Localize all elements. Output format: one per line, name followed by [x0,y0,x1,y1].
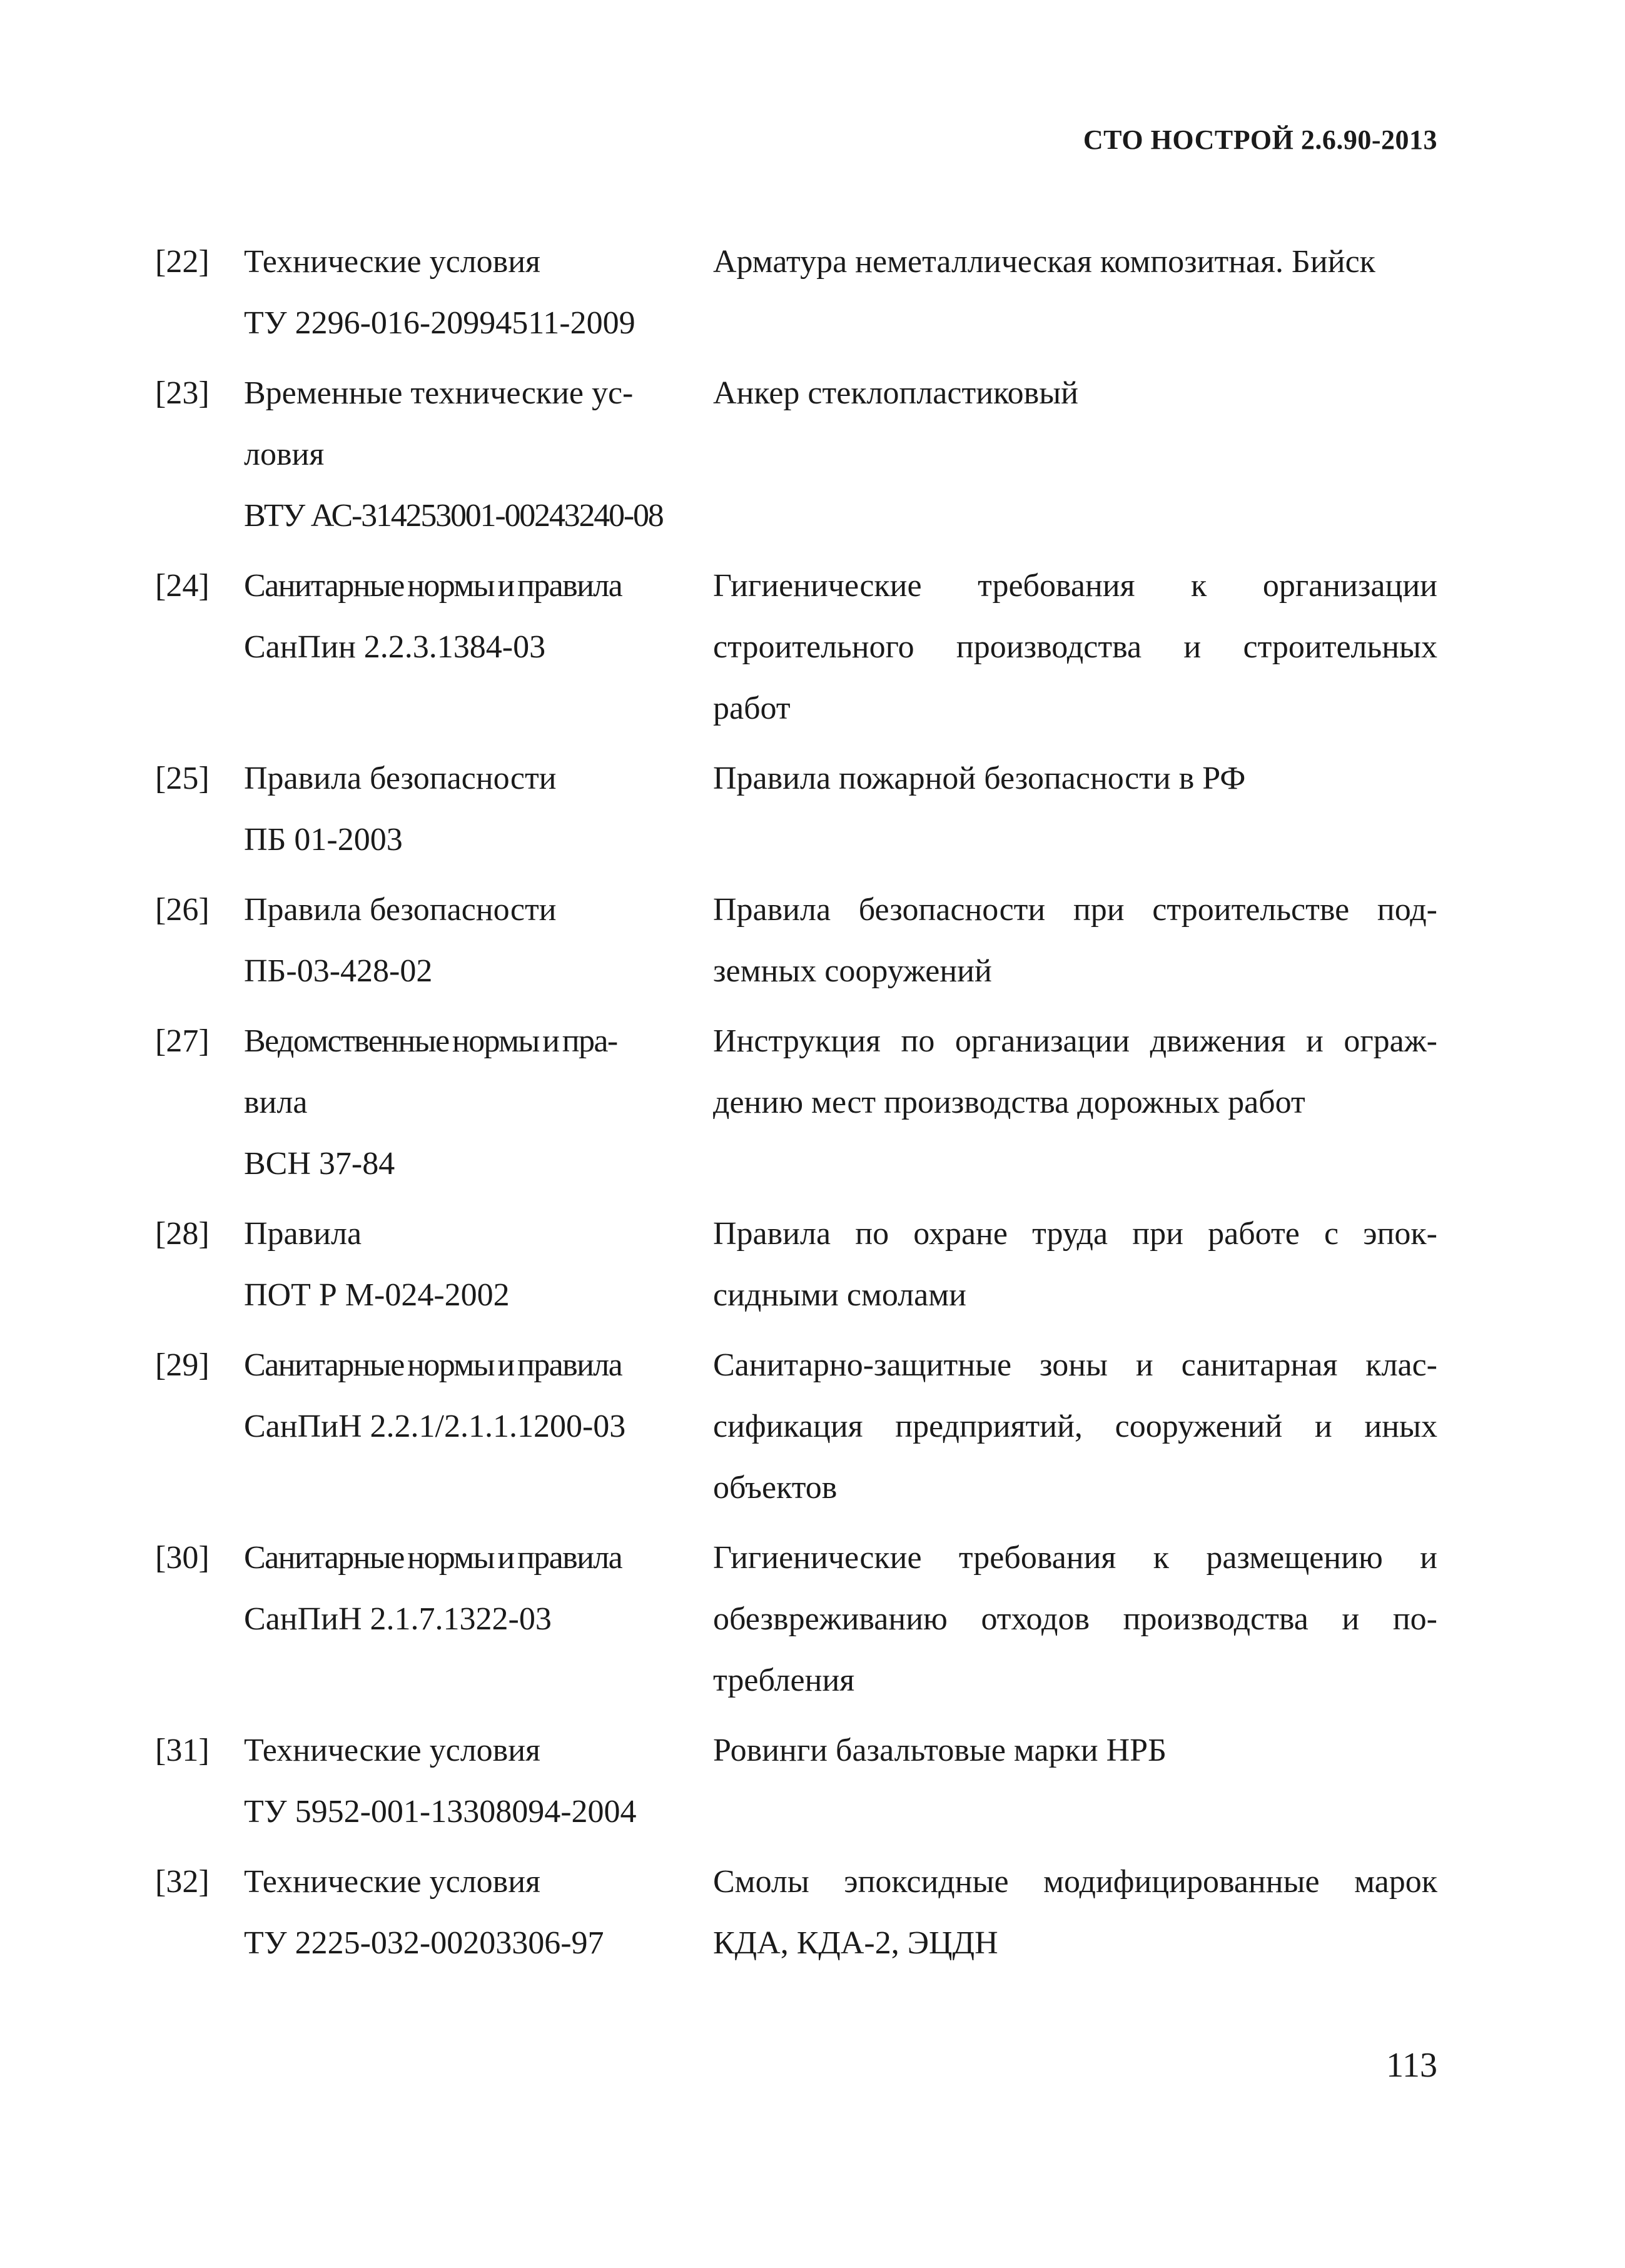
reference-document-line: Ведомственные нормы и пра- [244,1023,617,1059]
reference-number: [28] [155,1216,210,1252]
reference-document-line: СанПиН 2.1.7.1322-03 [244,1601,552,1637]
reference-item [155,1203,1437,1326]
reference-number: [27] [155,1023,210,1059]
reference-document-line: Правила безопасности [244,892,557,928]
reference-document [243,1851,706,1974]
reference-document-line: Временные технические ус- [244,375,634,411]
reference-title-line: объектов [713,1470,838,1506]
reference-item [155,879,1437,1002]
reference-title-line: Правила по охране труда при работе с эпок- [713,1216,1437,1252]
reference-title-line: Санитарно-защитные зоны и санитарная клас- [713,1347,1437,1383]
reference-title-line: Правила пожарной безопасности в РФ [713,761,1246,796]
reference-document-line: Санитарные нормы и правила [244,568,622,604]
reference-number: [31] [155,1733,210,1768]
reference-number: [24] [155,568,210,604]
reference-document-line: ПБ-03-428-02 [244,953,433,989]
reference-number: [22] [155,244,210,280]
reference-number: [26] [155,892,210,928]
reference-document-line: Правила [244,1216,362,1252]
reference-document-line: вила [244,1085,308,1120]
reference-document-line: Технические условия [244,244,540,280]
reference-title [706,555,1437,739]
reference-number: [23] [155,375,210,411]
reference-title-line: сидными смолами [713,1277,966,1313]
reference-title-line: КДА, КДА-2, ЭЦДН [713,1925,998,1961]
reference-document [243,1203,706,1326]
reference-item [155,231,1437,354]
reference-document-line: ТУ 2296-016-20994511-2009 [244,305,635,341]
reference-title-line: строительного производства и строительных [713,629,1437,665]
reference-item [155,1851,1437,1974]
reference-number: [30] [155,1540,210,1576]
reference-document [243,555,706,739]
reference-number: [29] [155,1347,210,1383]
reference-list [155,231,1437,1983]
reference-number: [25] [155,761,210,796]
reference-title [706,1851,1437,1974]
reference-title-line: Правила безопасности при строительстве под- [713,892,1437,928]
reference-title-line: требления [713,1663,855,1698]
reference-document-line: ловия [244,437,325,472]
reference-document [243,231,706,354]
page-header: СТО НОСТРОЙ 2.6.90-2013 [1083,124,1437,155]
reference-document-line: ВТУ АС-314253001-00243240-08 [244,498,663,534]
reference-document-line: Правила безопасности [244,761,557,796]
reference-document-line: СанПиН 2.2.1/2.1.1.1200-03 [244,1409,626,1444]
reference-document-line: ПОТ Р М-024-2002 [244,1277,510,1313]
reference-document [243,1720,706,1843]
reference-document [243,1011,706,1195]
page-number: 113 [1386,2046,1437,2085]
reference-title [706,748,1437,871]
reference-item [155,555,1437,739]
reference-title [706,879,1437,1002]
reference-title-line: Ровинги базальтовые марки НРБ [713,1733,1167,1768]
reference-document-line: Технические условия [244,1864,540,1900]
reference-title [706,1335,1437,1519]
reference-document-line: Технические условия [244,1733,540,1768]
reference-document-line: ТУ 5952-001-13308094-2004 [244,1794,637,1830]
reference-title [706,1720,1437,1843]
reference-title [706,231,1437,354]
reference-title-line: обезвреживанию отходов производства и по- [713,1601,1437,1637]
reference-document [243,363,706,547]
reference-title-line: Гигиенические требования к организации [713,568,1437,604]
reference-title [706,363,1437,547]
reference-item [155,1527,1437,1711]
reference-item [155,1720,1437,1843]
reference-item [155,748,1437,871]
reference-title-line: работ [713,691,791,726]
reference-document-line: Санитарные нормы и правила [244,1540,622,1576]
reference-title-line: Анкер стеклопластиковый [713,375,1078,411]
reference-item [155,1011,1437,1195]
reference-document [243,748,706,871]
reference-title-line: Арматура неметаллическая композитная. Бийск [713,244,1375,280]
reference-document-line: ТУ 2225-032-00203306-97 [244,1925,604,1961]
reference-title [706,1527,1437,1711]
reference-document [243,879,706,1002]
reference-title [706,1011,1437,1195]
reference-document [243,1335,706,1519]
reference-title-line: Гигиенические требования к размещению и [713,1540,1437,1576]
reference-item [155,363,1437,547]
reference-title-line: сификация предприятий, сооружений и иных [713,1409,1437,1444]
reference-title-line: Смолы эпоксидные модифицированные марок [713,1864,1437,1900]
reference-title-line: земных сооружений [713,953,992,989]
reference-item [155,1335,1437,1519]
reference-document-line: СанПин 2.2.3.1384-03 [244,629,546,665]
reference-title-line: дению мест производства дорожных работ [713,1085,1305,1120]
reference-number: [32] [155,1864,210,1900]
reference-document-line: Санитарные нормы и правила [244,1347,622,1383]
reference-title-line: Инструкция по организации движения и ограж- [713,1023,1437,1059]
reference-document-line: ПБ 01-2003 [244,822,403,858]
reference-document-line: ВСН 37-84 [244,1146,395,1182]
reference-document [243,1527,706,1711]
reference-title [706,1203,1437,1326]
